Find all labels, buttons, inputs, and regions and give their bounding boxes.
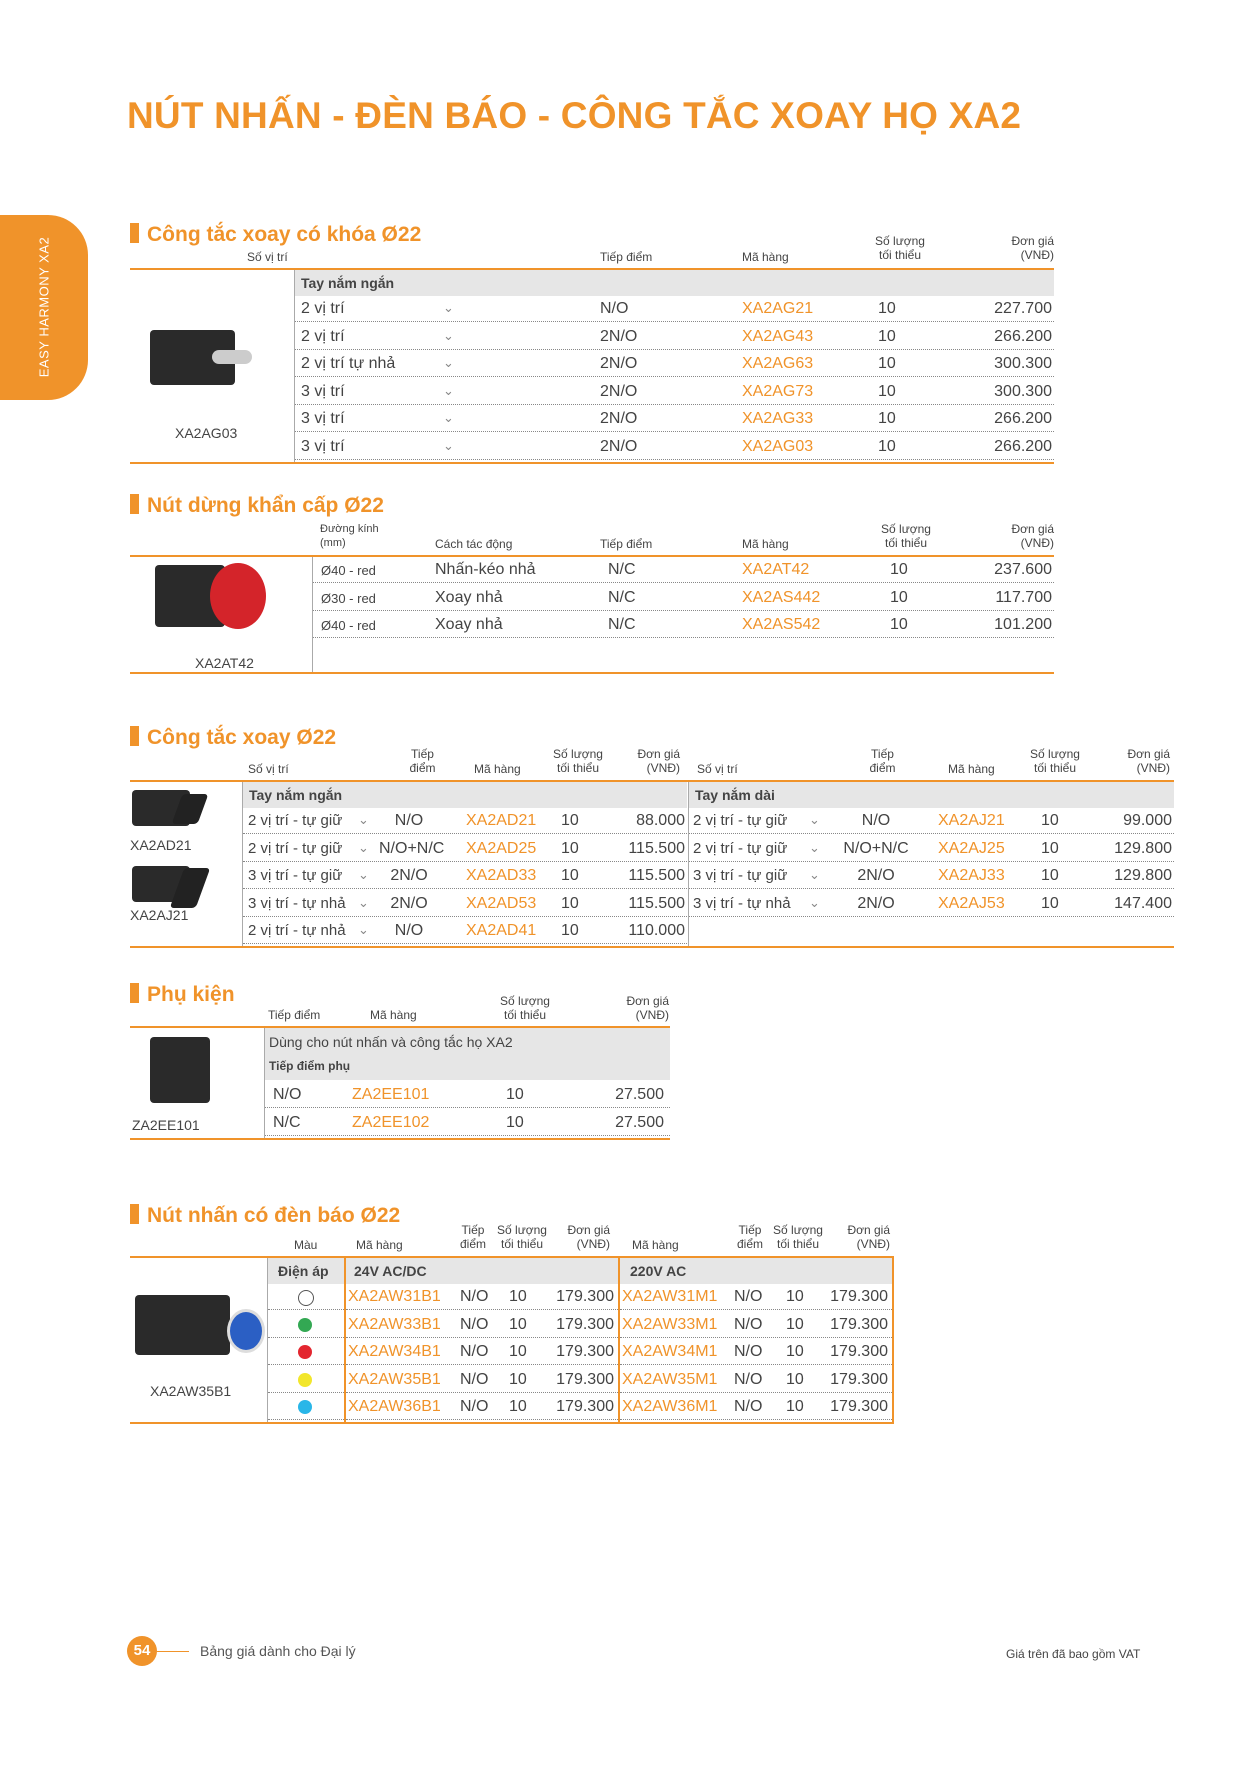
product-image-xa2at42 [155, 565, 225, 627]
price-cell: 27.500 [615, 1086, 664, 1103]
table-row [689, 836, 1174, 862]
lamp-color-cyan-icon [298, 1400, 312, 1414]
product-code: XA2AS442 [742, 588, 821, 606]
section-title-emergency-stop: Nút dừng khẩn cấp Ø22 [130, 494, 384, 518]
product-code: XA2AG43 [742, 327, 814, 345]
table-row [243, 836, 687, 862]
min-qty-cell: 10 [509, 1288, 527, 1305]
header-price: Đơn giá (VNĐ) [626, 994, 669, 1022]
header-code-left: Mã hàng [474, 762, 521, 776]
empty-row [313, 640, 1054, 666]
color-cell [268, 1367, 344, 1393]
positions-cell: 2 vị trí - tự giữ [248, 839, 343, 857]
table-row [265, 1110, 670, 1136]
price-cell: 179.300 [830, 1315, 888, 1333]
footer-right-text: Giá trên đã bao gồm VAT [1006, 1647, 1141, 1661]
price-cell: 129.800 [1114, 867, 1172, 884]
contact-cell: 2N/O [857, 894, 895, 912]
contact-cell: 2N/O [390, 867, 428, 884]
color-cell [268, 1394, 344, 1420]
price-cell: 110.000 [628, 922, 685, 939]
positions-cell: 2 vị trí - tự giữ [693, 812, 788, 829]
price-cell: 115.500 [628, 839, 685, 857]
min-qty-cell: 10 [878, 300, 896, 317]
product-code: ZA2EE101 [352, 1086, 430, 1103]
min-qty-cell: 10 [506, 1113, 524, 1131]
product-code-220v: XA2AW31M1 [622, 1288, 718, 1305]
header-positions-right: Số vị trí [697, 762, 738, 776]
table-row [689, 808, 1174, 834]
header-code: Mã hàng [370, 1008, 417, 1022]
contact-cell: N/C [608, 561, 636, 578]
lamp-color-white-icon [298, 1290, 314, 1306]
positions-cell: 3 vị trí - tự nhả [693, 894, 791, 912]
action-cell: Xoay nhả [435, 616, 503, 633]
header-qty-24v: Số lượng tối thiểu [497, 1223, 547, 1251]
contact-cell: N/O [861, 812, 891, 829]
contact-cell: N/O [460, 1288, 489, 1305]
header-diameter: Đường kính (mm) [320, 523, 379, 549]
image-caption: ZA2EE101 [132, 1117, 200, 1133]
action-cell: Xoay nhả [435, 588, 503, 606]
aux-contact-label: Tiếp điểm phụ [269, 1059, 351, 1073]
product-image-za2ee101 [150, 1037, 210, 1103]
position-diagram-icon: ⌄ [358, 894, 369, 910]
min-qty-cell: 10 [561, 867, 579, 884]
price-cell: 147.400 [1114, 894, 1172, 912]
product-code-24v: XA2AW33B1 [348, 1315, 441, 1333]
min-qty-cell: 10 [506, 1086, 524, 1103]
table-row [265, 1082, 670, 1108]
min-qty-cell: 10 [1041, 867, 1059, 884]
positions-cell: 2 vị trí - tự giữ [693, 839, 788, 857]
contact-cell: 2N/O [600, 437, 638, 455]
table-row-24v [346, 1339, 618, 1365]
contact-cell: N/O [734, 1315, 763, 1333]
min-qty-cell: 10 [509, 1370, 527, 1388]
price-cell: 99.000 [1123, 812, 1172, 829]
color-cell [268, 1339, 344, 1365]
header-action: Cách tác động [435, 537, 513, 551]
section-title-pilot-pushbutton: Nút nhấn có đèn báo Ø22 [130, 1204, 400, 1228]
table-row-24v [346, 1284, 618, 1310]
contact-cell: N/O [734, 1370, 763, 1388]
product-code-220v: XA2AW35M1 [622, 1370, 718, 1388]
header-code-220v: Mã hàng [632, 1238, 679, 1252]
header-contact: Tiếp điểm [268, 1008, 321, 1022]
header-positions: Số vị trí [247, 250, 288, 264]
position-diagram-icon: ⌄ [358, 839, 369, 855]
price-cell: 117.700 [995, 588, 1052, 606]
table-row-220v [620, 1284, 892, 1310]
price-cell: 300.300 [994, 382, 1052, 400]
header-price-220v: Đơn giá (VNĐ) [847, 1223, 890, 1251]
contact-cell: 2N/O [600, 355, 638, 372]
min-qty-cell: 10 [1041, 894, 1059, 912]
position-diagram-icon: ⌄ [809, 812, 820, 827]
table-row [313, 585, 1054, 611]
contact-cell: N/O [460, 1398, 489, 1415]
product-code: XA2AD25 [466, 839, 537, 857]
contact-cell: 2N/O [600, 410, 638, 427]
min-qty-cell: 10 [509, 1315, 527, 1333]
table-row-24v [346, 1367, 618, 1393]
contact-cell: N/C [273, 1113, 301, 1131]
voltage-220v: 220V AC [620, 1258, 894, 1284]
contact-cell: N/O [460, 1315, 489, 1333]
section-rule [130, 1422, 894, 1424]
accessory-description-box [265, 1028, 670, 1080]
min-qty-cell: 10 [561, 922, 579, 939]
product-code: XA2AG33 [742, 410, 814, 427]
diameter-cell: Ø30 - red [321, 590, 376, 606]
position-diagram-icon: ⌄ [443, 327, 454, 343]
table-row [313, 612, 1054, 638]
price-cell: 179.300 [830, 1288, 888, 1305]
min-qty-cell: 10 [786, 1343, 804, 1360]
header-price-left: Đơn giá (VNĐ) [637, 747, 680, 775]
subheader-long-handle: Tay nắm dài [689, 782, 1174, 808]
contact-cell: N/O [460, 1370, 489, 1388]
color-cell [268, 1284, 344, 1310]
header-price-right: Đơn giá (VNĐ) [1127, 747, 1170, 775]
contact-cell: N/O [460, 1343, 489, 1360]
min-qty-cell: 10 [1041, 812, 1059, 829]
table-row [243, 808, 687, 834]
product-code: XA2AD33 [466, 867, 537, 884]
product-code-220v: XA2AW33M1 [622, 1315, 718, 1333]
header-contact: Tiếp điểm [600, 250, 653, 264]
side-tab [0, 215, 88, 400]
product-code-24v: XA2AW31B1 [348, 1288, 441, 1305]
header-code: Mã hàng [742, 250, 789, 264]
min-qty-cell: 10 [509, 1343, 527, 1360]
table-row [243, 891, 687, 917]
table-row-220v [620, 1367, 892, 1393]
table-row-24v [346, 1312, 618, 1338]
product-code: XA2AD41 [466, 922, 537, 939]
price-cell: 179.300 [830, 1370, 888, 1388]
product-image-xa2ag03 [150, 330, 235, 385]
footer-rule [157, 1651, 189, 1652]
price-cell: 237.600 [994, 561, 1052, 578]
product-code: XA2AJ53 [938, 894, 1005, 912]
price-cell: 27.500 [615, 1113, 664, 1131]
header-contact-24v: Tiếp điểm [459, 1223, 486, 1251]
section-title-key-selector: Công tắc xoay có khóa Ø22 [130, 223, 421, 247]
diameter-cell: Ø40 - red [321, 618, 376, 633]
product-code: XA2AD53 [466, 894, 537, 912]
image-caption-1: XA2AD21 [130, 837, 192, 853]
contact-cell: 2N/O [857, 867, 895, 884]
min-qty-cell: 10 [786, 1398, 804, 1415]
price-cell: 179.300 [830, 1398, 888, 1415]
product-code: XA2AD21 [466, 812, 537, 829]
column-divider-orange [892, 1258, 894, 1422]
table-row [313, 557, 1054, 583]
position-diagram-icon: ⌄ [443, 355, 454, 370]
header-price: Đơn giá (VNĐ) [1011, 234, 1054, 262]
table-row [295, 324, 1054, 350]
section-title-rotary-switch: Công tắc xoay Ø22 [130, 726, 336, 750]
header-min-qty: Số lượng tối thiểu [875, 234, 925, 262]
page-number: 54 [127, 1636, 157, 1666]
price-cell: 300.300 [994, 355, 1052, 372]
price-cell: 129.800 [1114, 839, 1172, 857]
header-qty-220v: Số lượng tối thiểu [773, 1223, 823, 1251]
contact-cell: N/O [394, 812, 424, 829]
header-code: Mã hàng [742, 537, 789, 551]
price-cell: 266.200 [994, 327, 1052, 345]
header-contact-220v: Tiếp điểm [736, 1223, 763, 1251]
section-rule [130, 462, 1054, 464]
position-diagram-icon: ⌄ [809, 839, 820, 855]
image-caption: XA2AG03 [175, 425, 238, 441]
contact-cell: N/O+N/C [843, 839, 909, 857]
min-qty-cell: 10 [890, 616, 908, 633]
price-cell: 179.300 [556, 1398, 614, 1415]
section-rule [130, 1138, 670, 1140]
product-code-24v: XA2AW35B1 [348, 1370, 441, 1388]
table-row-220v [620, 1339, 892, 1365]
side-tab-label: EASY HARMONY XA2 [36, 236, 52, 378]
min-qty-cell: 10 [878, 437, 896, 455]
section-title-accessories: Phụ kiện [130, 983, 235, 1007]
product-code: XA2AG63 [742, 355, 814, 372]
table-row [243, 918, 687, 944]
subheader-short-handle: Tay nắm ngắn [295, 270, 1054, 296]
contact-cell: N/O [273, 1086, 302, 1103]
header-contact: Tiếp điểm [600, 537, 653, 551]
lamp-color-green-icon [298, 1318, 312, 1332]
min-qty-cell: 10 [786, 1288, 804, 1305]
min-qty-cell: 10 [890, 588, 908, 606]
positions-cell: 2 vị trí [301, 327, 345, 345]
product-code-24v: XA2AW34B1 [348, 1343, 441, 1360]
price-cell: 115.500 [628, 894, 685, 912]
min-qty-cell: 10 [878, 355, 896, 372]
lamp-color-yellow-icon [298, 1373, 312, 1387]
min-qty-cell: 10 [878, 410, 896, 427]
min-qty-cell: 10 [878, 382, 896, 400]
positions-cell: 3 vị trí - tự giữ [693, 867, 788, 884]
header-min-qty: Số lượng tối thiểu [500, 994, 550, 1022]
contact-cell: N/O [734, 1288, 763, 1305]
table-row [243, 863, 687, 889]
min-qty-cell: 10 [561, 812, 579, 829]
header-color: Màu [294, 1238, 318, 1252]
product-code: XA2AJ25 [938, 839, 1005, 857]
positions-cell: 2 vị trí - tự nhả [248, 922, 346, 939]
position-diagram-icon: ⌄ [443, 300, 454, 315]
min-qty-cell: 10 [509, 1398, 527, 1415]
position-diagram-icon: ⌄ [358, 812, 369, 827]
section-rule [130, 946, 1174, 948]
contact-cell: 2N/O [600, 382, 638, 400]
min-qty-cell: 10 [1041, 839, 1059, 857]
contact-cell: N/O+N/C [379, 839, 445, 857]
min-qty-cell: 10 [890, 561, 908, 578]
header-qty-right: Số lượng tối thiểu [1030, 747, 1080, 775]
price-cell: 115.500 [628, 867, 685, 884]
image-caption: XA2AT42 [195, 655, 254, 671]
price-cell: 266.200 [994, 437, 1052, 455]
table-row-220v [620, 1394, 892, 1420]
positions-cell: 3 vị trí [301, 437, 345, 455]
diameter-cell: Ø40 - red [321, 563, 376, 578]
header-contact-right: Tiếp điểm [869, 747, 896, 775]
price-cell: 179.300 [556, 1315, 614, 1333]
product-image-xa2ad21 [132, 790, 190, 826]
table-row [689, 863, 1174, 889]
header-contact-left: Tiếp điểm [409, 747, 436, 775]
contact-cell: N/O [734, 1343, 763, 1360]
positions-cell: 3 vị trí [301, 410, 345, 427]
position-diagram-icon: ⌄ [358, 922, 369, 937]
lamp-color-red-icon [298, 1345, 312, 1359]
table-row [295, 351, 1054, 377]
contact-cell: N/C [608, 616, 636, 633]
product-code-220v: XA2AW36M1 [622, 1398, 718, 1415]
product-code-220v: XA2AW34M1 [622, 1343, 718, 1360]
accessory-description: Dùng cho nút nhấn và công tắc họ XA2 [269, 1034, 513, 1050]
product-image-xa2aj21 [132, 866, 190, 902]
min-qty-cell: 10 [561, 839, 579, 857]
min-qty-cell: 10 [786, 1370, 804, 1388]
price-cell: 88.000 [636, 812, 685, 829]
positions-cell: 3 vị trí - tự giữ [248, 867, 343, 884]
positions-cell: 3 vị trí [301, 382, 345, 400]
product-code: XA2AS542 [742, 616, 821, 633]
header-qty-left: Số lượng tối thiểu [553, 747, 603, 775]
table-row-24v [346, 1394, 618, 1420]
image-caption-2: XA2AJ21 [130, 907, 189, 923]
min-qty-cell: 10 [786, 1315, 804, 1333]
contact-cell: N/O [394, 922, 424, 939]
product-image-xa2aw35b1 [135, 1295, 230, 1355]
contact-cell: 2N/O [600, 327, 638, 345]
table-row [689, 891, 1174, 917]
action-cell: Nhấn-kéo nhả [435, 561, 536, 578]
price-cell: 227.700 [994, 300, 1052, 317]
price-cell: 179.300 [830, 1343, 888, 1360]
position-diagram-icon: ⌄ [809, 867, 820, 882]
position-diagram-icon: ⌄ [358, 867, 369, 882]
position-diagram-icon: ⌄ [443, 410, 454, 425]
product-code: XA2AJ33 [938, 867, 1005, 884]
price-cell: 179.300 [556, 1370, 614, 1388]
contact-cell: N/C [608, 588, 636, 606]
voltage-24v: 24V AC/DC [346, 1258, 618, 1284]
price-cell: 179.300 [556, 1288, 614, 1305]
price-cell: 101.200 [994, 616, 1052, 633]
table-row-220v [620, 1312, 892, 1338]
product-code: XA2AG03 [742, 437, 814, 455]
positions-cell: 2 vị trí [301, 300, 345, 317]
product-code: XA2AG21 [742, 300, 814, 317]
product-code: XA2AT42 [742, 561, 810, 578]
position-diagram-icon: ⌄ [809, 894, 820, 910]
position-diagram-icon: ⌄ [443, 437, 454, 453]
header-price-24v: Đơn giá (VNĐ) [567, 1223, 610, 1251]
header-code-24v: Mã hàng [356, 1238, 403, 1252]
header-code-right: Mã hàng [948, 762, 995, 776]
color-cell [268, 1312, 344, 1338]
table-row [295, 406, 1054, 432]
voltage-label: Điện áp [268, 1258, 344, 1284]
table-row [295, 379, 1054, 405]
table-row [295, 434, 1054, 460]
header-positions-left: Số vị trí [248, 762, 289, 776]
header-min-qty: Số lượng tối thiểu [881, 522, 931, 550]
image-caption: XA2AW35B1 [150, 1383, 232, 1399]
product-code: ZA2EE102 [352, 1113, 430, 1131]
min-qty-cell: 10 [878, 327, 896, 345]
product-code: XA2AJ21 [938, 812, 1005, 829]
position-diagram-icon: ⌄ [443, 382, 454, 398]
price-cell: 179.300 [556, 1343, 614, 1360]
page-title: NÚT NHẤN - ĐÈN BÁO - CÔNG TẮC XOAY HỌ XA2 [127, 95, 1022, 136]
section-rule [130, 672, 1054, 674]
header-price: Đơn giá (VNĐ) [1011, 522, 1054, 550]
min-qty-cell: 10 [561, 894, 579, 912]
contact-cell: 2N/O [390, 894, 428, 912]
product-code-24v: XA2AW36B1 [348, 1398, 441, 1415]
product-code: XA2AG73 [742, 382, 814, 400]
contact-cell: N/O [600, 300, 629, 317]
positions-cell: 3 vị trí - tự nhả [248, 894, 346, 912]
positions-cell: 2 vị trí - tự giữ [248, 812, 343, 829]
positions-cell: 2 vị trí tự nhả [301, 355, 396, 372]
footer-left-text: Bảng giá dành cho Đại lý [200, 1643, 356, 1659]
price-cell: 266.200 [994, 410, 1052, 427]
subheader-short-handle: Tay nắm ngắn [243, 782, 687, 808]
table-row [295, 296, 1054, 322]
contact-cell: N/O [734, 1398, 763, 1415]
